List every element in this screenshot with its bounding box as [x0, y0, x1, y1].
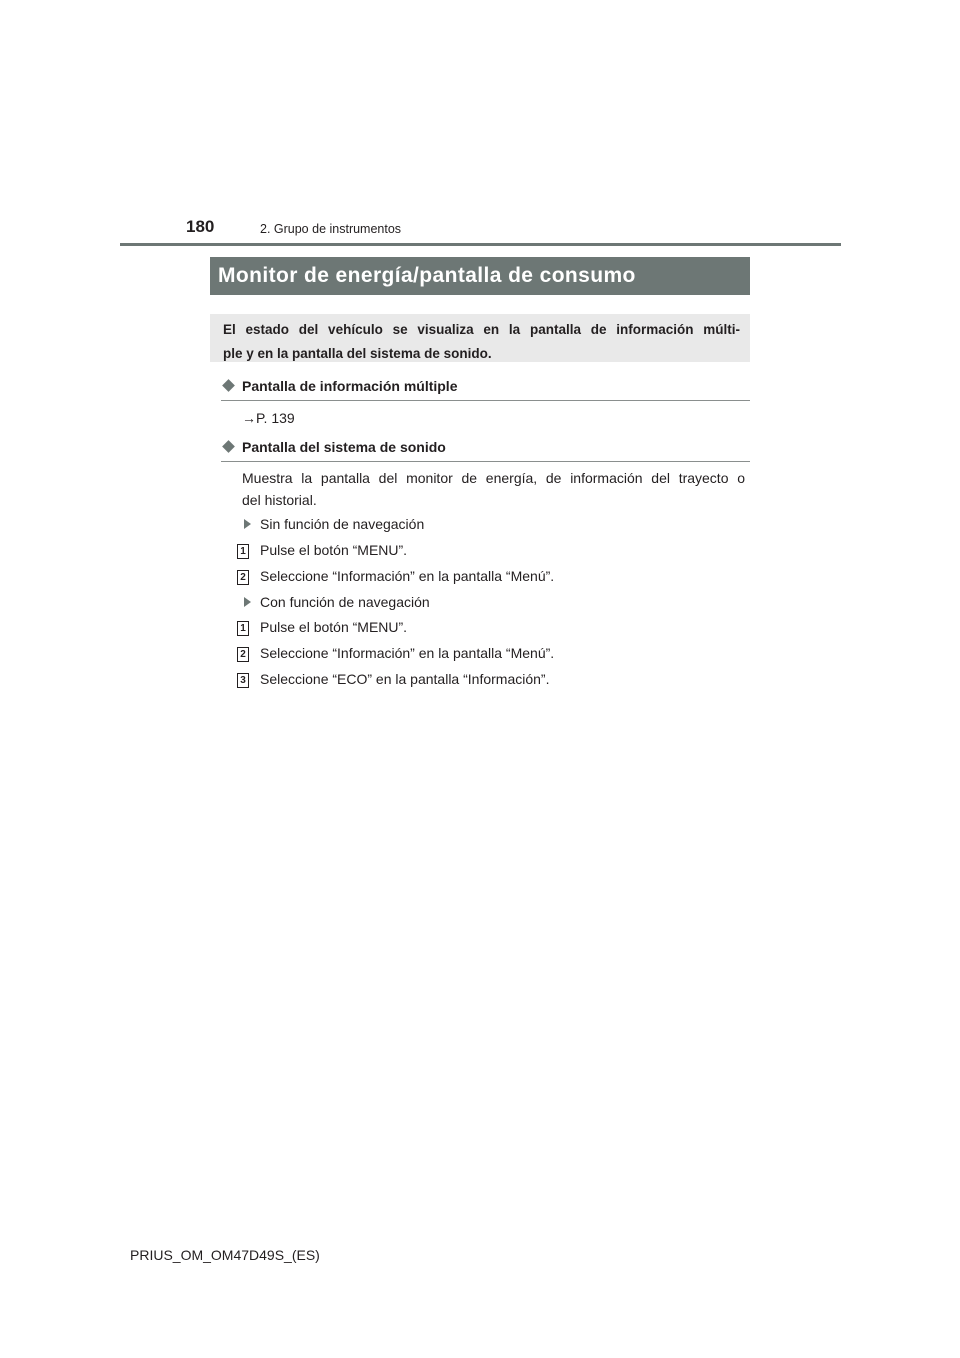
step-number-box: 2 — [237, 647, 249, 662]
section-heading-label: Pantalla del sistema de sonido — [242, 439, 446, 455]
step-text: Seleccione “Información” en la pantalla “Menú”. — [260, 645, 555, 661]
step-number-box: 1 — [237, 544, 249, 559]
description-line-1: Muestra la pantalla del monitor de energía, de información del trayecto o — [242, 470, 745, 486]
section-rule — [221, 461, 750, 462]
section-rule — [221, 400, 750, 401]
page-title: Monitor de energía/pantalla de consumo — [210, 257, 750, 295]
step-text: Pulse el botón “MENU”. — [260, 542, 408, 558]
page-reference — [242, 410, 295, 426]
page-reference-link[interactable]: P. 139 — [256, 410, 295, 426]
group-label-no-nav — [244, 516, 424, 532]
step-number-box: 3 — [237, 673, 249, 688]
diamond-bullet-icon — [222, 440, 235, 453]
header-rule — [120, 243, 841, 246]
triangle-bullet-icon — [244, 597, 251, 607]
section-heading-label: Pantalla de información múltiple — [242, 378, 458, 394]
arrow-right-icon: → — [242, 410, 256, 426]
step-number-box: 1 — [237, 621, 249, 636]
step-text: Seleccione “Información” en la pantalla “Menú”. — [260, 568, 555, 584]
intro-line-1: El estado del vehículo se visualiza en la pantalla de información múlti- — [223, 322, 740, 337]
group-label-with-nav — [244, 594, 430, 610]
triangle-bullet-icon — [244, 519, 251, 529]
step-number-box: 2 — [237, 570, 249, 585]
step-text: Seleccione “ECO” en la pantalla “Información”. — [260, 671, 550, 687]
page-number: 180 — [186, 217, 215, 236]
running-header: 2. Grupo de instrumentos — [260, 222, 402, 236]
group-label-text: Con función de navegación — [260, 594, 430, 610]
intro-line-2: ple y en la pantalla del sistema de sonido. — [223, 346, 492, 361]
section-heading-multi-info — [221, 378, 750, 394]
document-code-footer: PRIUS_OM_OM47D49S_(ES) — [130, 1247, 320, 1263]
section-description — [242, 467, 745, 511]
description-line-2: del historial. — [242, 492, 317, 508]
diamond-bullet-icon — [222, 379, 235, 392]
section-heading-audio — [221, 439, 750, 455]
intro-box — [210, 314, 750, 362]
step-text: Pulse el botón “MENU”. — [260, 619, 408, 635]
group-label-text: Sin función de navegación — [260, 516, 425, 532]
